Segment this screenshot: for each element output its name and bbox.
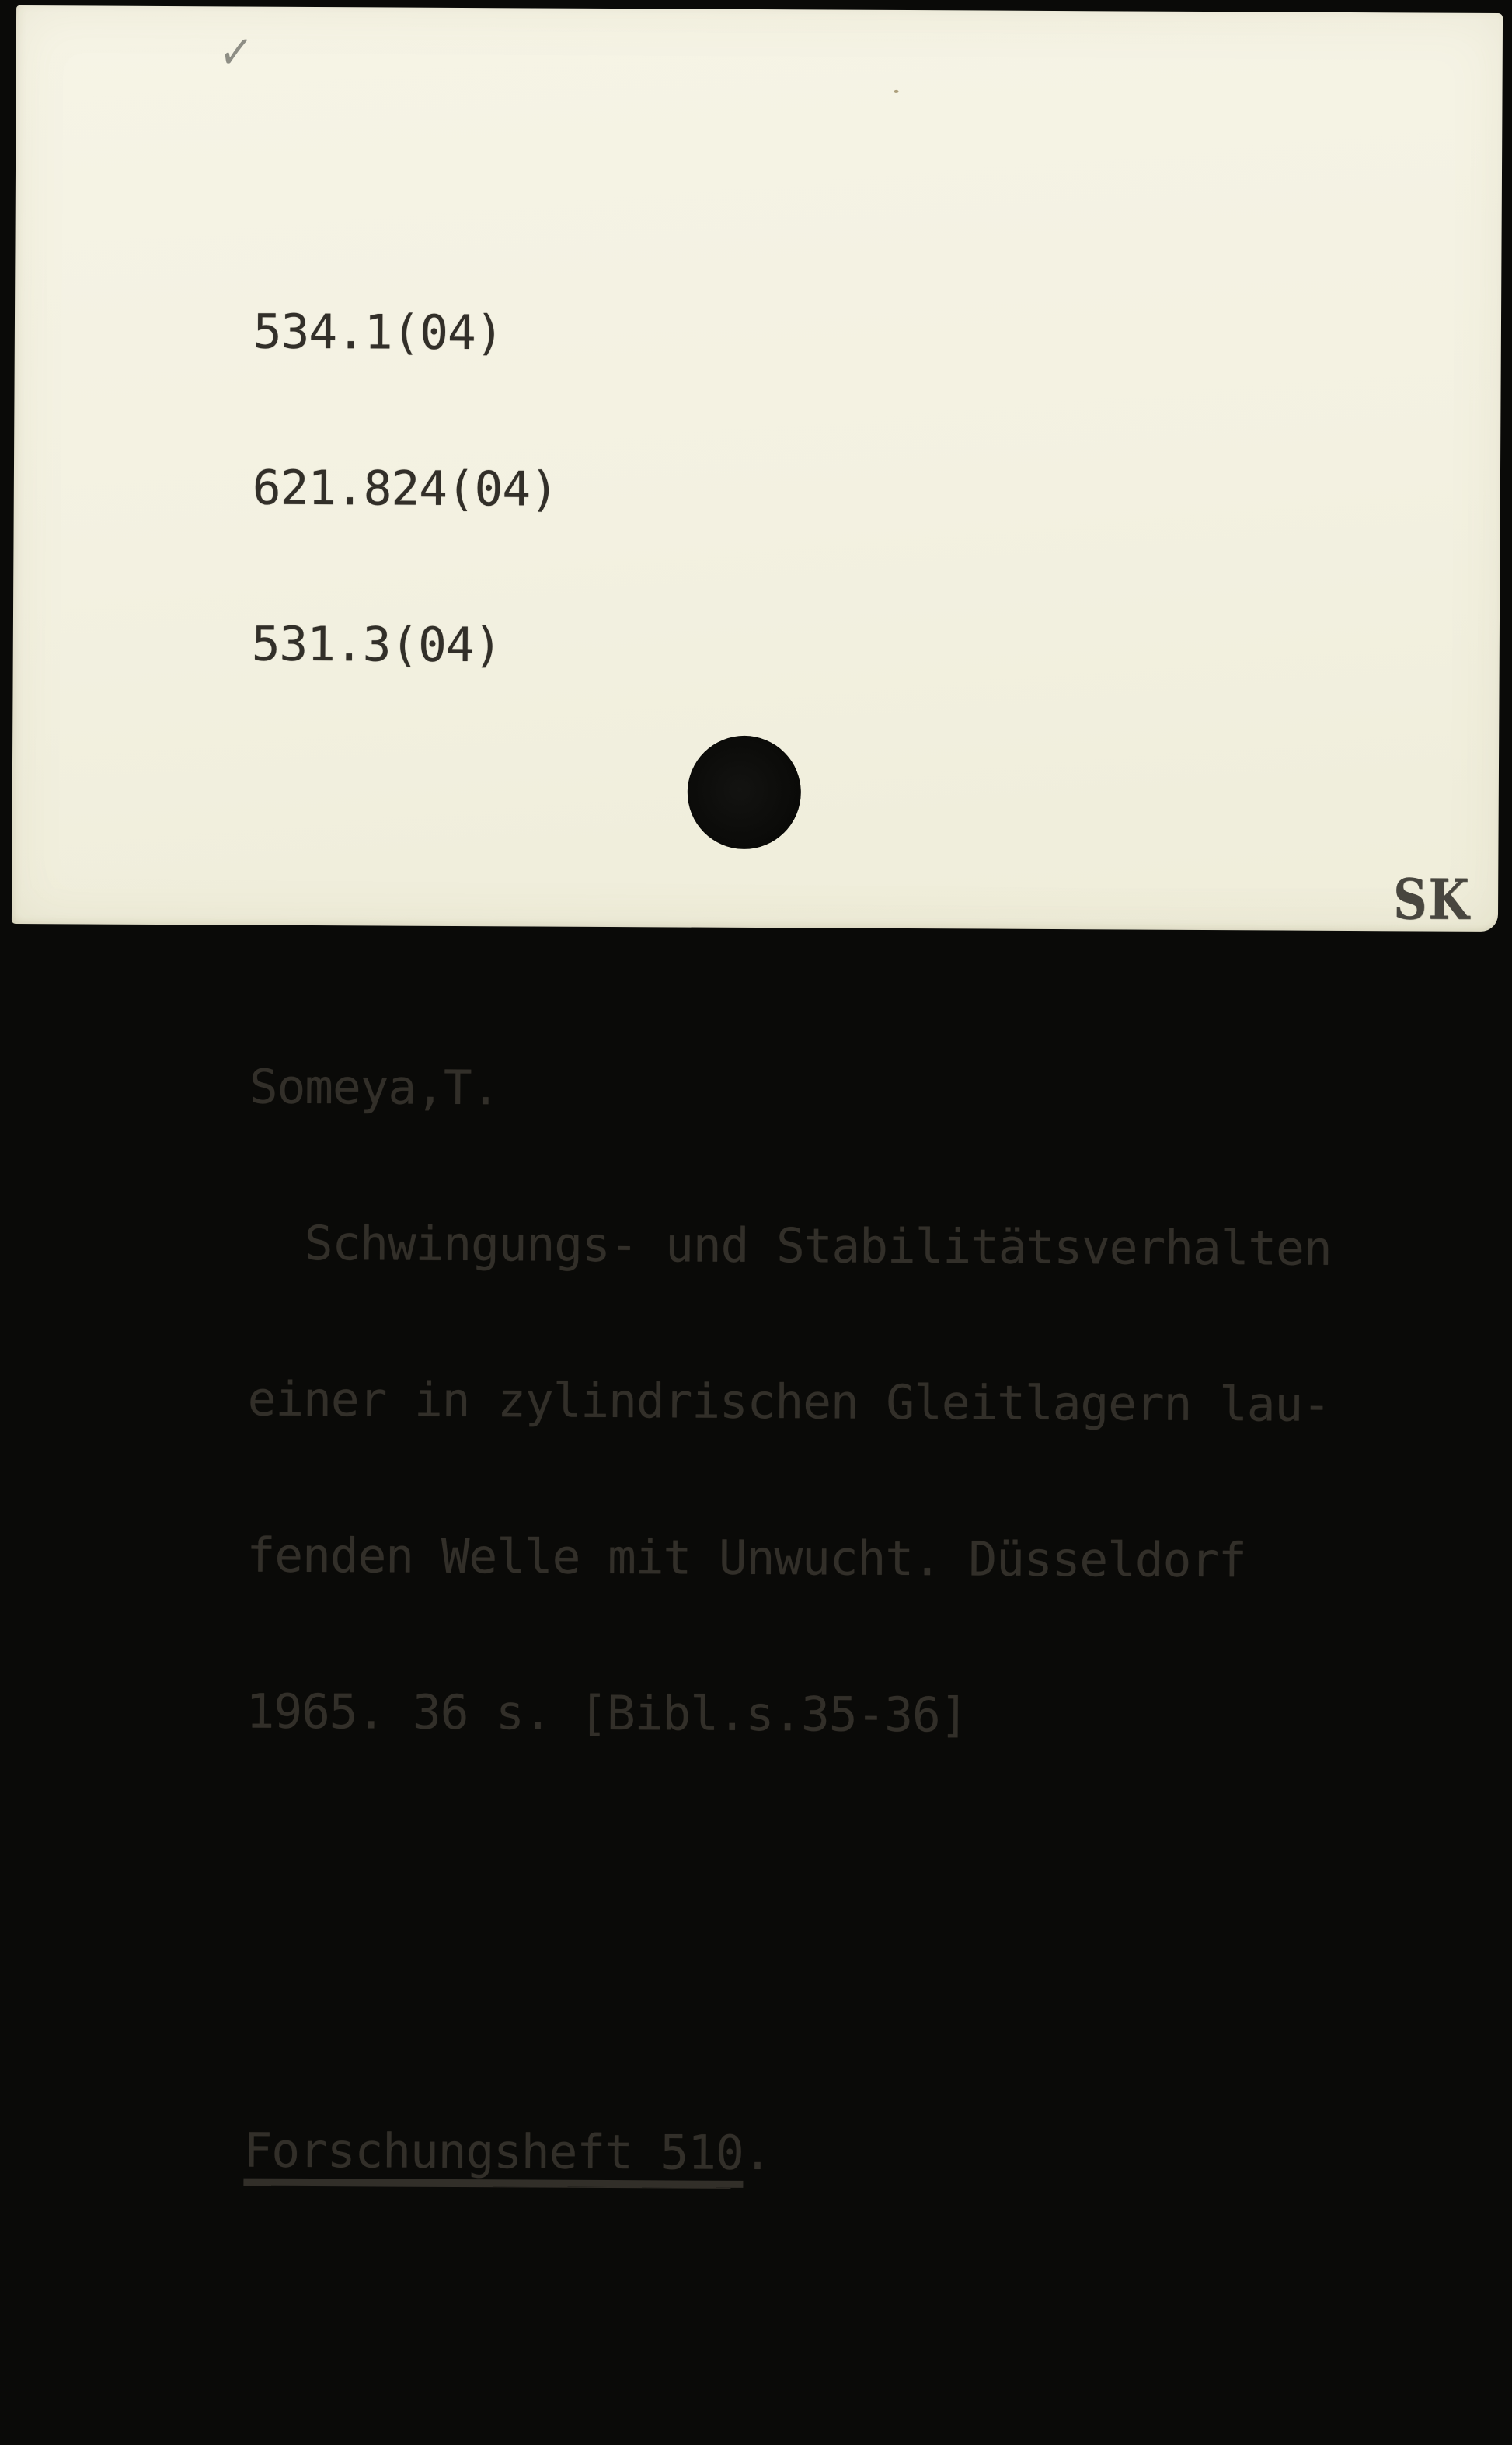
paper-speck xyxy=(894,90,899,93)
classification-line-1: 534.1(04) xyxy=(253,304,503,361)
author-title-block xyxy=(246,957,1333,1848)
classification-line-3: 531.3(04) xyxy=(251,616,502,674)
sk-stamp: SK xyxy=(1392,867,1471,933)
title-line-3: fenden Welle mit Unwucht. Düsseldorf xyxy=(246,1527,1246,1589)
series-block xyxy=(243,2021,1328,2287)
title-line-1: Schwingungs- und Stabilitätsverhalten xyxy=(304,1215,1332,1276)
pencil-checkmark-icon: ✓ xyxy=(216,23,256,82)
catalog-card xyxy=(12,5,1503,2182)
hole-punch xyxy=(687,736,801,850)
series-line xyxy=(243,2125,1326,2182)
classification-block xyxy=(251,202,1337,780)
author-line: Someya,T. xyxy=(249,1059,500,1116)
title-line-2: einer in zylindrischen Gleitlagern lau- xyxy=(247,1371,1331,1433)
series-underlined-text: Forschungsheft 510 xyxy=(243,2123,743,2188)
classification-line-2: 621.824(04) xyxy=(252,460,559,517)
title-line-4: 1965. 36 s. [Bibl.s.35-36] xyxy=(246,1684,968,1743)
series-period: . xyxy=(743,2125,772,2182)
typewritten-text xyxy=(242,46,1338,2443)
